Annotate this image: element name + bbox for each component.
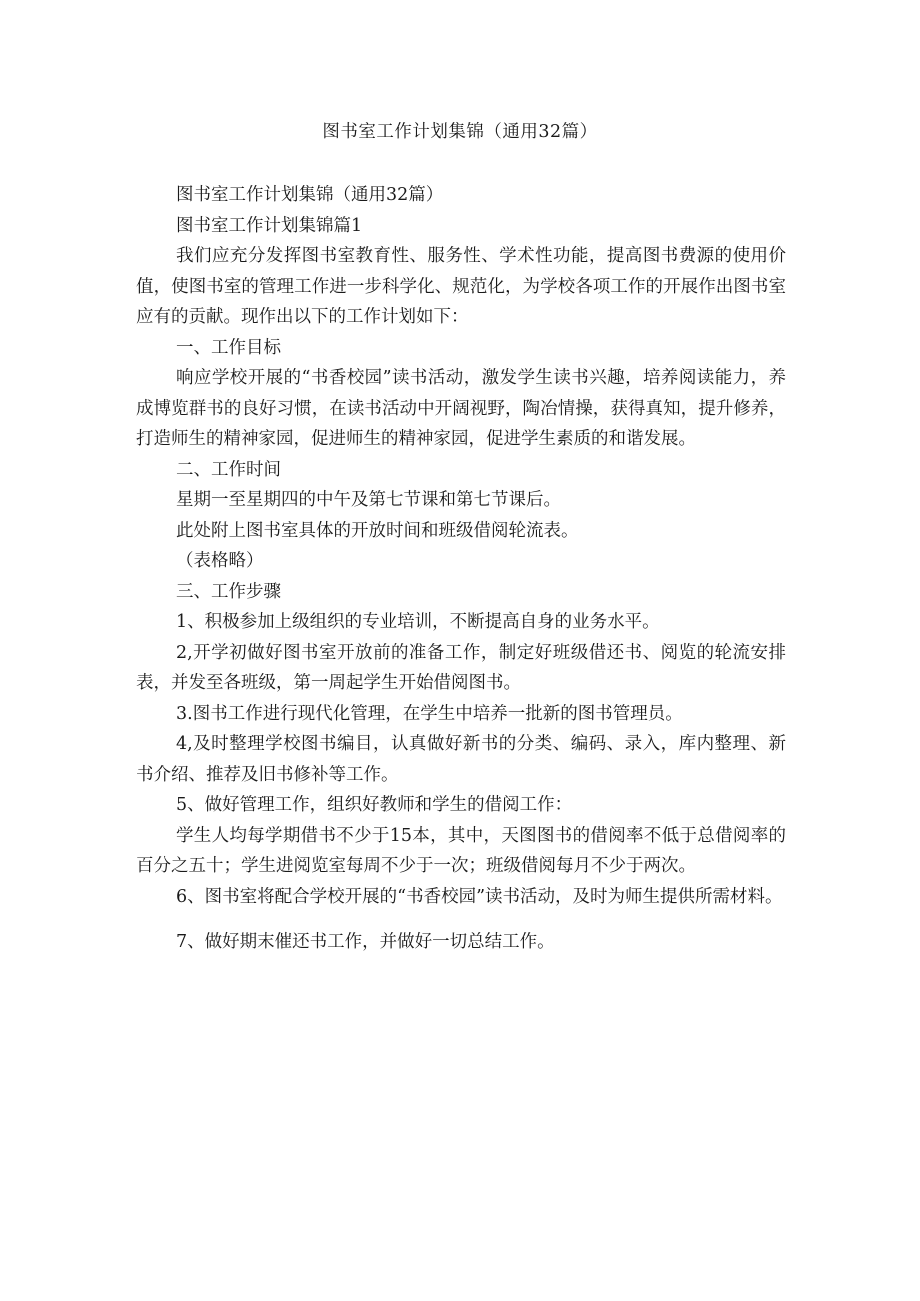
heading-steps: 三、工作步骤 — [176, 581, 281, 602]
step-3: 3.图书工作进行现代化管理，在学生中培养一批新的图书管理员。 — [176, 703, 683, 724]
step-2: 2,开学初做好图书室开放前的准备工作，制定好班级借还书、阅览的轮流安排表，并发至各班级，第一周起学生开始借阅图书。 — [136, 642, 786, 693]
step-7: 7、做好期末催还书工作，并做好一切总结工作。 — [176, 932, 555, 952]
paragraph-heading: 图书室工作计划集锦（通用32篇） — [176, 185, 444, 205]
paragraph-intro: 我们应充分发挥图书室教育性、服务性、学术性功能，提高图书费源的使用价值，使图书室的管理工作进一步科学化、规范化，为学校各项工作的开展作出图书室应有的贡献。现作出以下的工作计划如下： — [136, 246, 786, 327]
paragraph-goals: 响应学校开展的“书香校园”读书活动，激发学生读书兴趣，培养阅读能力，养成博览群书的良好习惯，在读书活动中开阔视野，陶冶情操，获得真知，提升修养，打造师生的精神家园，促进师生的精神家园，促进学生素质的和谐发展。 — [136, 368, 786, 449]
step-5-detail: 学生人均每学期借书不少于15本，其中，天图图书的借阅率不低于总借阅率的百分之五十；学生进阅览室每周不少于一次；班级借阅每月不少于两次。 — [136, 825, 786, 876]
paragraph-table-omitted: （表格略） — [176, 551, 264, 571]
step-1: 1、积极参加上级组织的专业培训，不断提高自身的业务水平。 — [176, 612, 660, 632]
step-5: 5、做好管理工作，组织好教师和学生的借阅工作： — [176, 795, 573, 815]
page-title: 图书室工作计划集锦（通用32篇） — [322, 122, 598, 142]
step-6: 6、图书室将配合学校开展的“书香校园”读书活动，及时为师生提供所需材料。 — [176, 886, 783, 907]
paragraph-schedule-note: 此处附上图书室具体的开放时间和班级借阅轮流表。 — [176, 520, 579, 541]
step-4: 4,及时整理学校图书编目，认真做好新书的分类、编码、录入，库内整理、新书介绍、推荐及旧书修补等工作。 — [136, 734, 786, 785]
heading-time: 二、工作时间 — [176, 459, 281, 480]
heading-goals: 一、工作目标 — [176, 337, 281, 358]
paragraph-time: 星期一至星期四的中午及第七节课和第七节课后。 — [176, 490, 561, 510]
paragraph-section-title: 图书室工作计划集锦篇1 — [176, 215, 363, 236]
document-body — [136, 180, 786, 958]
